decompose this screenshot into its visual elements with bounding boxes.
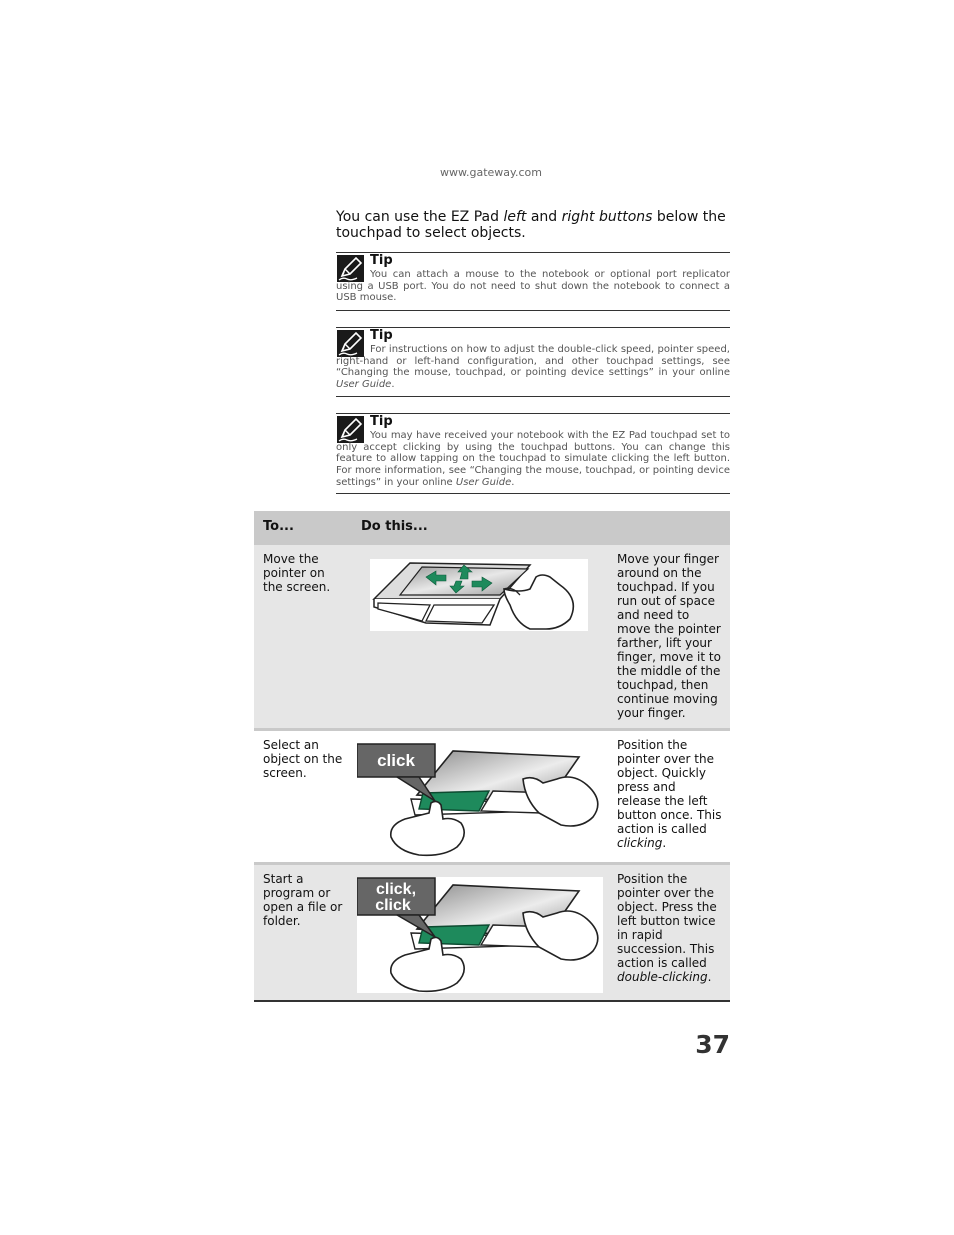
row-instruction	[617, 738, 723, 850]
table-bottom-rule	[254, 1000, 730, 1002]
header-url: www.gateway.com	[440, 166, 542, 179]
row-action: Move the pointer on the screen.	[263, 552, 331, 594]
intro-and: and	[526, 209, 562, 225]
table-row	[254, 545, 730, 728]
row-action: Select an object on the screen.	[263, 738, 343, 780]
intro-right-buttons: right buttons	[561, 209, 653, 225]
instruction-end: .	[707, 970, 712, 984]
tip-body-text: You may have received your notebook with the EZ Pad touchpad set to only accept clicking by using the touchpad buttons. You can change this feature to allow tapping on the touchpad to simulate clicking the left button. For more information, see “Changing the mouse, touchpad, or pointing device settings” in your online	[336, 430, 730, 488]
tip-body-italic: User Guide	[455, 476, 512, 488]
click-click-label-line2: click	[375, 897, 411, 914]
tip-body: You can attach a mouse to the notebook or optional port replicator using a USB port. You do not need to shut down the notebook to connect a USB mouse.	[336, 269, 730, 304]
tip-title: Tip	[370, 253, 393, 268]
intro-left: left	[503, 209, 527, 225]
click-label: click	[377, 751, 415, 770]
tip-body-end: .	[511, 476, 515, 488]
row-instruction: Move your finger around on the touchpad. If you run out of space and need to move the pointer farther, lift your finger, move it to the middle of the touchpad, then continue moving your finger.	[617, 552, 721, 720]
click-click-label-line1: click,	[375, 881, 417, 898]
tip-body-end: .	[391, 379, 395, 391]
intro-part2: below the touchpad to select objects.	[336, 209, 726, 241]
touchpad-actions-table	[254, 511, 730, 1002]
tip-box-1	[336, 252, 730, 311]
tip-body-italic: User Guide	[336, 379, 392, 391]
tip-body	[336, 344, 730, 391]
instruction-text: Position the pointer over the object. Press the left button twice in rapid succession. This action is called	[617, 872, 717, 970]
header-to: To...	[263, 519, 294, 534]
row-action: Start a program or open a file or folder.	[263, 872, 343, 928]
tip-box-3	[336, 413, 730, 494]
tip-body-text: For instructions on how to adjust the double-click speed, pointer speed, right-hand or left-hand configuration, and other touchpad settings, see “Changing the mouse, touchpad, or pointing device settings” in your online	[336, 344, 730, 379]
row-instruction	[617, 872, 723, 984]
intro-part1: You can use the EZ Pad	[336, 209, 504, 225]
instruction-italic: double-clicking	[617, 970, 708, 984]
tip-body	[336, 430, 730, 489]
page-number: 37	[695, 1030, 730, 1059]
instruction-end: .	[662, 836, 667, 850]
table-header	[254, 511, 730, 545]
table-row	[254, 865, 730, 1000]
intro-paragraph	[336, 209, 730, 241]
touchpad-click-illustration	[357, 743, 603, 857]
tip-title: Tip	[370, 414, 393, 429]
header-do: Do this...	[361, 519, 428, 534]
instruction-italic: clicking	[617, 836, 663, 850]
tip-box-2	[336, 327, 730, 397]
instruction-text: Position the pointer over the object. Quickly press and release the left button once. This action is called	[617, 738, 722, 836]
touchpad-double-click-illustration	[357, 877, 603, 993]
table-row	[254, 731, 730, 862]
touchpad-move-illustration	[370, 559, 588, 631]
tip-title: Tip	[370, 328, 393, 343]
